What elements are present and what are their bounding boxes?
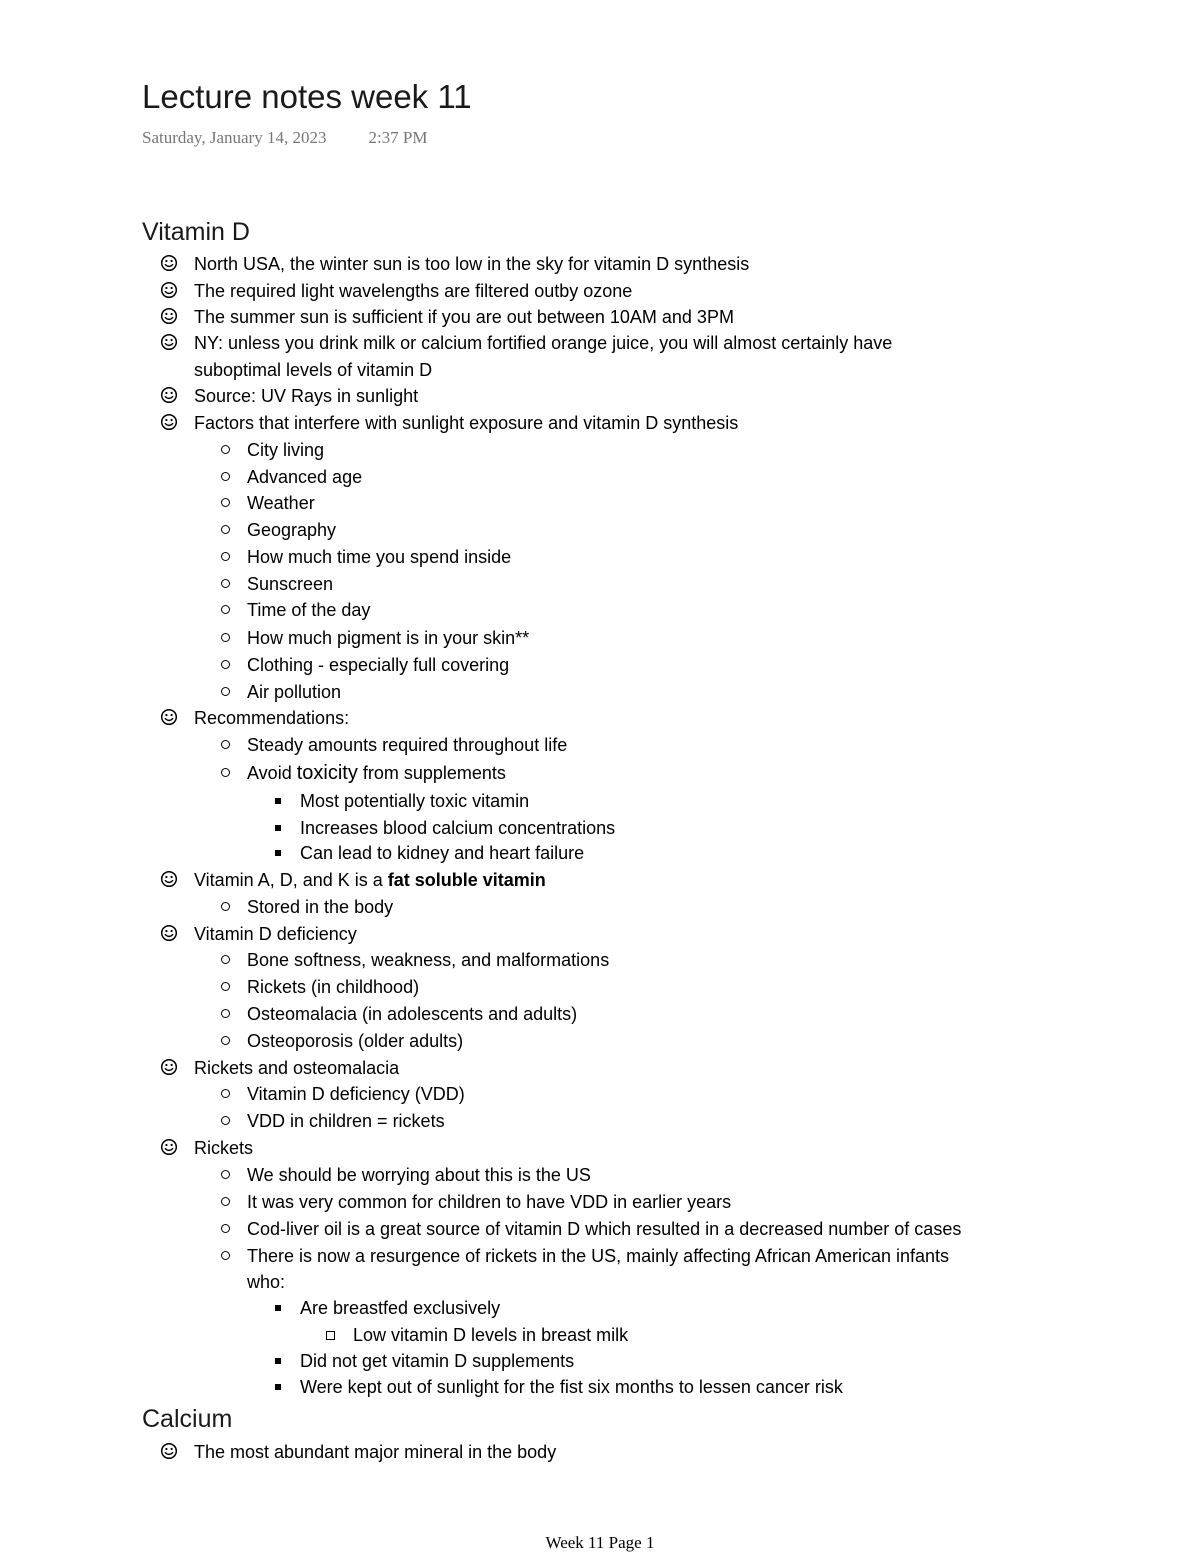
list-item: Time of the day <box>247 597 370 623</box>
list-item: City living <box>247 437 324 463</box>
circle-bullet-icon <box>221 605 230 614</box>
list-item: Weather <box>247 490 315 516</box>
circle-bullet-icon <box>221 660 230 669</box>
list-item: Can lead to kidney and heart failure <box>300 840 584 866</box>
circle-bullet-icon <box>221 1009 230 1018</box>
list-item: Vitamin D deficiency <box>194 921 357 947</box>
list-item: The most abundant major mineral in the body <box>194 1439 556 1465</box>
list-item: Rickets and osteomalacia <box>194 1055 399 1081</box>
smiley-bullet-icon <box>160 386 178 404</box>
circle-bullet-icon <box>221 768 230 777</box>
hollow-square-bullet-icon <box>326 1331 335 1340</box>
list-item: Factors that interfere with sunlight exposure and vitamin D synthesis <box>194 410 738 436</box>
list-item: Most potentially toxic vitamin <box>300 788 529 814</box>
heading-calcium: Calcium <box>142 1405 233 1433</box>
list-item: Clothing - especially full covering <box>247 652 509 678</box>
circle-bullet-icon <box>221 633 230 642</box>
smiley-bullet-icon <box>160 1138 178 1156</box>
list-item: NY: unless you drink milk or calcium fortified orange juice, you will almost certainly have <box>194 330 892 356</box>
list-item: There is now a resurgence of rickets in the US, mainly affecting African American infants <box>247 1243 949 1269</box>
list-item: Rickets (in childhood) <box>247 974 419 1000</box>
list-item: Low vitamin D levels in breast milk <box>353 1322 628 1348</box>
list-item: Steady amounts required throughout life <box>247 732 567 758</box>
square-bullet-icon <box>275 798 281 804</box>
circle-bullet-icon <box>221 1170 230 1179</box>
list-item: VDD in children = rickets <box>247 1108 445 1134</box>
list-item-continuation: who: <box>247 1272 286 1292</box>
smiley-bullet-icon <box>160 333 178 351</box>
list-item: North USA, the winter sun is too low in the sky for vitamin D synthesis <box>194 251 749 277</box>
list-item: Advanced age <box>247 464 362 490</box>
heading-vitamin-d: Vitamin D <box>142 218 250 246</box>
circle-bullet-icon <box>221 1224 230 1233</box>
smiley-bullet-icon <box>160 254 178 272</box>
list-item: Rickets <box>194 1135 253 1161</box>
list-item: Are breastfed exclusively <box>300 1295 500 1321</box>
list-item: The summer sun is sufficient if you are out between 10AM and 3PM <box>194 304 734 330</box>
smiley-bullet-icon <box>160 1058 178 1076</box>
page-footer: Week 11 Page 1 <box>545 1533 655 1552</box>
smiley-bullet-icon <box>160 307 178 325</box>
circle-bullet-icon <box>221 1116 230 1125</box>
circle-bullet-icon <box>221 552 230 561</box>
list-item: Osteomalacia (in adolescents and adults) <box>247 1001 577 1027</box>
circle-bullet-icon <box>221 525 230 534</box>
circle-bullet-icon <box>221 472 230 481</box>
circle-bullet-icon <box>221 579 230 588</box>
list-item: Cod-liver oil is a great source of vitamin D which resulted in a decreased number of cases <box>247 1216 961 1242</box>
list-item: We should be worrying about this is the US <box>247 1162 591 1188</box>
smiley-bullet-icon <box>160 708 178 726</box>
circle-bullet-icon <box>221 982 230 991</box>
smiley-bullet-icon <box>160 924 178 942</box>
page-date-time <box>142 127 428 149</box>
emphasis-fat-soluble: fat soluble vitamin <box>387 870 546 890</box>
circle-bullet-icon <box>221 740 230 749</box>
circle-bullet-icon <box>221 1197 230 1206</box>
circle-bullet-icon <box>221 498 230 507</box>
list-item: How much pigment is in your skin** <box>247 625 529 651</box>
list-item: Bone softness, weakness, and malformations <box>247 947 609 973</box>
circle-bullet-icon <box>221 1251 230 1260</box>
square-bullet-icon <box>275 1305 281 1311</box>
list-item: Vitamin D deficiency (VDD) <box>247 1081 465 1107</box>
page-date: Saturday, January 14, 2023 <box>142 128 327 147</box>
page-time: 2:37 PM <box>368 128 428 147</box>
list-item: Geography <box>247 517 336 543</box>
list-item: Air pollution <box>247 679 341 705</box>
list-item: It was very common for children to have VDD in earlier years <box>247 1189 731 1215</box>
smiley-bullet-icon <box>160 870 178 888</box>
list-item: Vitamin A, D, and K is a fat soluble vitamin <box>194 867 546 893</box>
smiley-bullet-icon <box>160 1442 178 1460</box>
list-item: Increases blood calcium concentrations <box>300 815 615 841</box>
circle-bullet-icon <box>221 445 230 454</box>
smiley-bullet-icon <box>160 281 178 299</box>
list-item-continuation: suboptimal levels of vitamin D <box>194 360 433 380</box>
circle-bullet-icon <box>221 955 230 964</box>
circle-bullet-icon <box>221 902 230 911</box>
circle-bullet-icon <box>221 687 230 696</box>
smiley-bullet-icon <box>160 413 178 431</box>
circle-bullet-icon <box>221 1036 230 1045</box>
list-item: Osteoporosis (older adults) <box>247 1028 463 1054</box>
list-item: How much time you spend inside <box>247 544 511 570</box>
list-item: The required light wavelengths are filtered outby ozone <box>194 278 632 304</box>
list-item: Sunscreen <box>247 571 333 597</box>
list-item: Recommendations: <box>194 705 349 731</box>
list-item: Source: UV Rays in sunlight <box>194 383 418 409</box>
emphasis-toxicity: toxicity <box>296 762 358 784</box>
list-item: Stored in the body <box>247 894 393 920</box>
square-bullet-icon <box>275 1384 281 1390</box>
list-item: Were kept out of sunlight for the fist six months to lessen cancer risk <box>300 1374 843 1400</box>
circle-bullet-icon <box>221 1089 230 1098</box>
square-bullet-icon <box>275 825 281 831</box>
square-bullet-icon <box>275 850 281 856</box>
square-bullet-icon <box>275 1358 281 1364</box>
list-item: Did not get vitamin D supplements <box>300 1348 574 1374</box>
page-title: Lecture notes week 11 <box>142 78 472 115</box>
list-item: Avoid toxicity from supplements <box>247 760 506 786</box>
